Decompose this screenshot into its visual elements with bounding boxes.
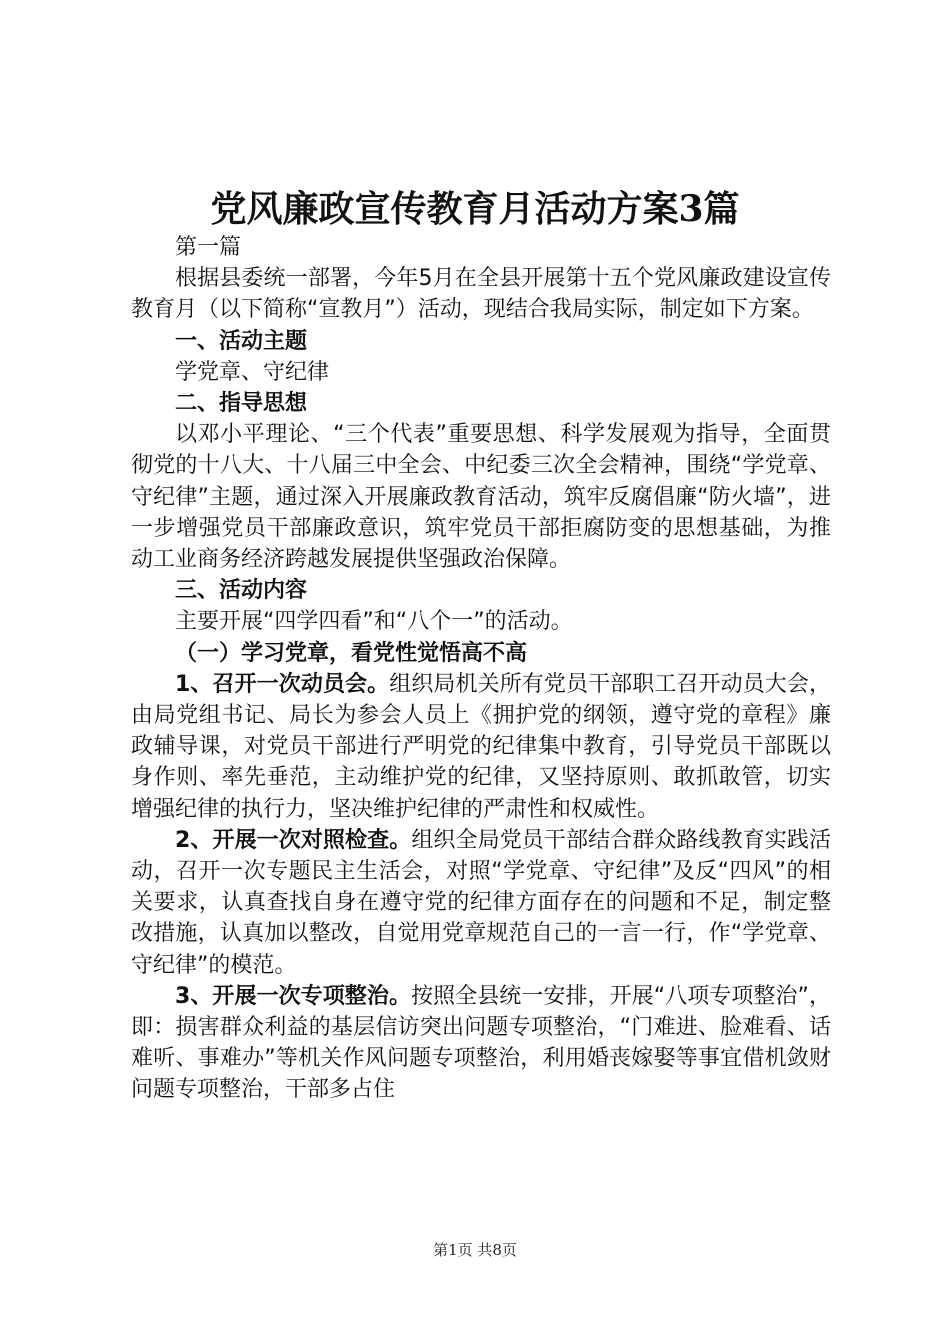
section-heading: 三、活动内容	[175, 578, 308, 604]
document-title: 党风廉政宣传教育月活动方案3篇	[210, 188, 740, 230]
section-heading: 二、指导思想	[175, 391, 308, 417]
document-body	[131, 232, 831, 1106]
theme-paragraph: 学党章、守纪律	[175, 359, 330, 385]
guiding-thought-paragraph: 以邓小平理论、“三个代表”重要思想、科学发展观为指导，全面贯彻党的十八大、十八届三中全会、中纪委三次全会精神，围绕“学党章、守纪律”主题，通过深入开展廉政教育活动，筑牢反腐倡廉“防火墙”，进一步增强党员干部廉政意识，筑牢党员干部拒腐防变的思想基础，为推动工业商务经济跨越发展提供坚强政治保障。	[131, 422, 831, 573]
page-number: 第1页 共8页	[433, 1241, 517, 1259]
item-paragraph: 2、开展一次对照检查。组织全局党员干部结合群众路线教育实践活动，召开一次专题民主生活会，对照“学党章、守纪律”及反“四风”的相关要求，认真查找自身在遵守党的纪律方面存在的问题和不足，制定整改措施，认真加以整改，自觉用党章规范自己的一言一行，作“学党章、守纪律”的模范。	[131, 827, 831, 978]
subsection-heading: （一）学习党章，看党性觉悟高不高	[175, 640, 528, 666]
item-lead: 1、召开一次动员会。	[175, 671, 390, 697]
item-lead: 2、开展一次对照检查。	[175, 827, 412, 853]
item-lead: 3、开展一次专项整治。	[175, 983, 412, 1009]
content-summary-paragraph: 主要开展“四学四看”和“八个一”的活动。	[175, 609, 573, 635]
item-paragraph: 3、开展一次专项整治。按照全县统一安排，开展“八项专项整治”，即：损害群众利益的基层信访突出问题专项整治，“门难进、脸难看、话难听、事难办”等机关作风问题专项整治，利用婚丧嫁娶等事宜借机敛财问题专项整治，干部多占住	[131, 983, 832, 1103]
item-paragraph: 1、召开一次动员会。组织局机关所有党员干部职工召开动员大会，由局党组书记、局长为参会人员上《拥护党的纲领，遵守党的章程》廉政辅导课，对党员干部进行严明党的纪律集中教育，引导党员干部既以身作则、率先垂范，主动维护党的纪律，又坚持原则、敢抓敢管，切实增强纪律的执行力，坚决维护纪律的严肃性和权威性。	[131, 671, 831, 822]
intro-paragraph: 根据县委统一部署，今年5月在全县开展第十五个党风廉政建设宣传教育月（以下简称“宣教月”）活动，现结合我局实际，制定如下方案。	[131, 266, 831, 323]
section-label: 第一篇	[175, 235, 242, 260]
section-heading: 一、活动主题	[175, 328, 308, 354]
